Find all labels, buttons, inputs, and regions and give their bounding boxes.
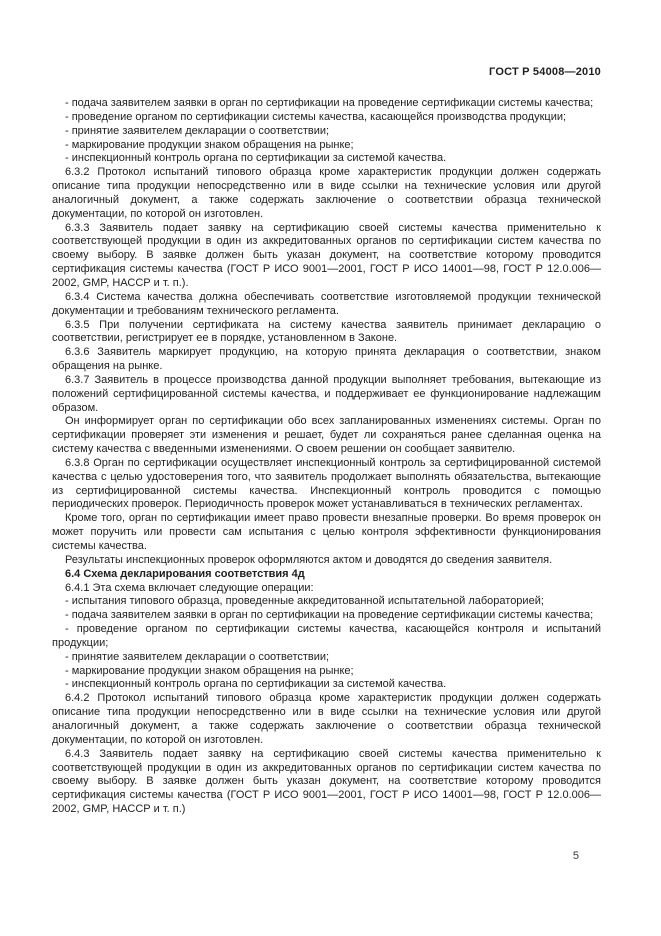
list-item: - маркирование продукции знаком обращения на рынке;: [65, 664, 354, 677]
list-item: - подача заявителем заявки в орган по сертификации на проведение сертификации системы качества;: [65, 609, 594, 622]
paragraph: 6.3.2 Протокол испытаний типового образца кроме характеристик продукции должен содержать описание типа продукции непосредственно или в виде ссылки на технические условия или другой аналогичный документ, а также содержать заключение о соответствии образца технической документации, по которой он изготовлен.: [52, 166, 601, 220]
paragraph: 6.4.3 Заявитель подает заявку на сертификацию своей системы качества применительно к соответствующей продукции в один из аккредитованных органов по сертификации систем качества по своему выбору. В заявке должен быть указан документ, на соответствие которому проводится сертификация системы качества (ГОСТ Р ИСО 9001—2001, ГОСТ Р ИСО 14001—98, ГОСТ Р 12.0.006—2002, GMP, НАССР и т. п.): [52, 747, 601, 816]
paragraph: 6.3.3 Заявитель подает заявку на сертификацию своей системы качества применительно к соответствующей продукции в один из аккредитованных органов по сертификации систем качества по своему выбору. В заявке должен быть указан документ, на соответствие которому проводится сертификация системы качества (ГОСТ Р ИСО 9001—2001, ГОСТ Р ИСО 14001—98, ГОСТ Р 12.0.006—2002, GMP, НАССР и т. п.).: [52, 221, 601, 289]
list-item: - проведение органом по сертификации системы качества, касающейся производства продукции;: [65, 110, 567, 123]
list-item: - проведение органом по сертификации системы качества, касающейся контроля и испытаний продукции;: [52, 623, 601, 649]
paragraph: 6.3.6 Заявитель маркирует продукцию, на которую принята декларация о соответствии, знаком обращения на рынке.: [52, 346, 601, 373]
paragraph: Он информирует орган по сертификации обо всех запланированных изменениях системы. Орган по сертификации проверяет эти изменения и решает, будет ли сохраняться ранее сделанная оценка на систему качества с введенными изменениями. О своем решении он сообщает заявителю.: [52, 415, 601, 456]
list-item: - принятие заявителем декларации о соответствии;: [65, 124, 330, 137]
paragraph: 6.3.7 Заявитель в процессе производства данной продукции выполняет требования, вытекающие из положений сертифицированной системы качества, и поддерживает ее функционирование надлежащим образом.: [52, 373, 601, 414]
list-item: - испытания типового образца, проведенные аккредитованной испытательной лабораторией;: [65, 595, 544, 608]
document-body: [52, 97, 601, 817]
section-heading: 6.4 Схема декларирования соответствия 4д: [65, 567, 305, 580]
paragraph: 6.3.8 Орган по сертификации осуществляет инспекционный контроль за сертифицированной системой качества с целью удостоверения того, что заявитель продолжает выполнять обязательства, вытекающие из сертифицированной системы качества. Инспекционный контроль проводится с помощью периодических проверок. Периодичность проверок может устанавливаться в технических регламентах.: [52, 456, 601, 511]
paragraph: 6.3.5 При получении сертификата на систему качества заявитель принимает декларацию о соответствии, регистрирует ее в порядке, установленном в Законе.: [52, 318, 601, 345]
paragraph: 6.3.4 Система качества должна обеспечивать соответствие изготовляемой продукции технической документации и требованиям технического регламента.: [52, 290, 601, 317]
list-item: - маркирование продукции знаком обращения на рынке;: [65, 138, 354, 151]
list-item: - инспекционный контроль органа по сертификации за системой качества.: [65, 152, 447, 165]
list-item: - принятие заявителем декларации о соответствии;: [65, 650, 330, 663]
list-item: - инспекционный контроль органа по сертификации за системой качества.: [65, 678, 447, 691]
paragraph: 6.4.1 Эта схема включает следующие операции:: [65, 581, 314, 594]
paragraph: 6.4.2 Протокол испытаний типового образца кроме характеристик продукции должен содержать описание типа продукции непосредственно или в виде ссылки на технические условия или другой аналогичный документ, а также содержать заключение о соответствии образца технической документации, по которой он изготовлен.: [52, 692, 601, 746]
document-designation-header: ГОСТ Р 54008—2010: [489, 66, 601, 78]
page-number: 5: [572, 850, 579, 862]
list-item: - подача заявителем заявки в орган по сертификации на проведение сертификации системы качества;: [65, 97, 594, 109]
paragraph: Результаты инспекционных проверок оформляются актом и доводятся до сведения заявителя.: [65, 553, 553, 566]
paragraph: Кроме того, орган по сертификации имеет право провести внезапные проверки. Во время проверок он может поручить или провести сам испытания с целью контроля эффективности функционирования системы качества.: [52, 512, 601, 552]
